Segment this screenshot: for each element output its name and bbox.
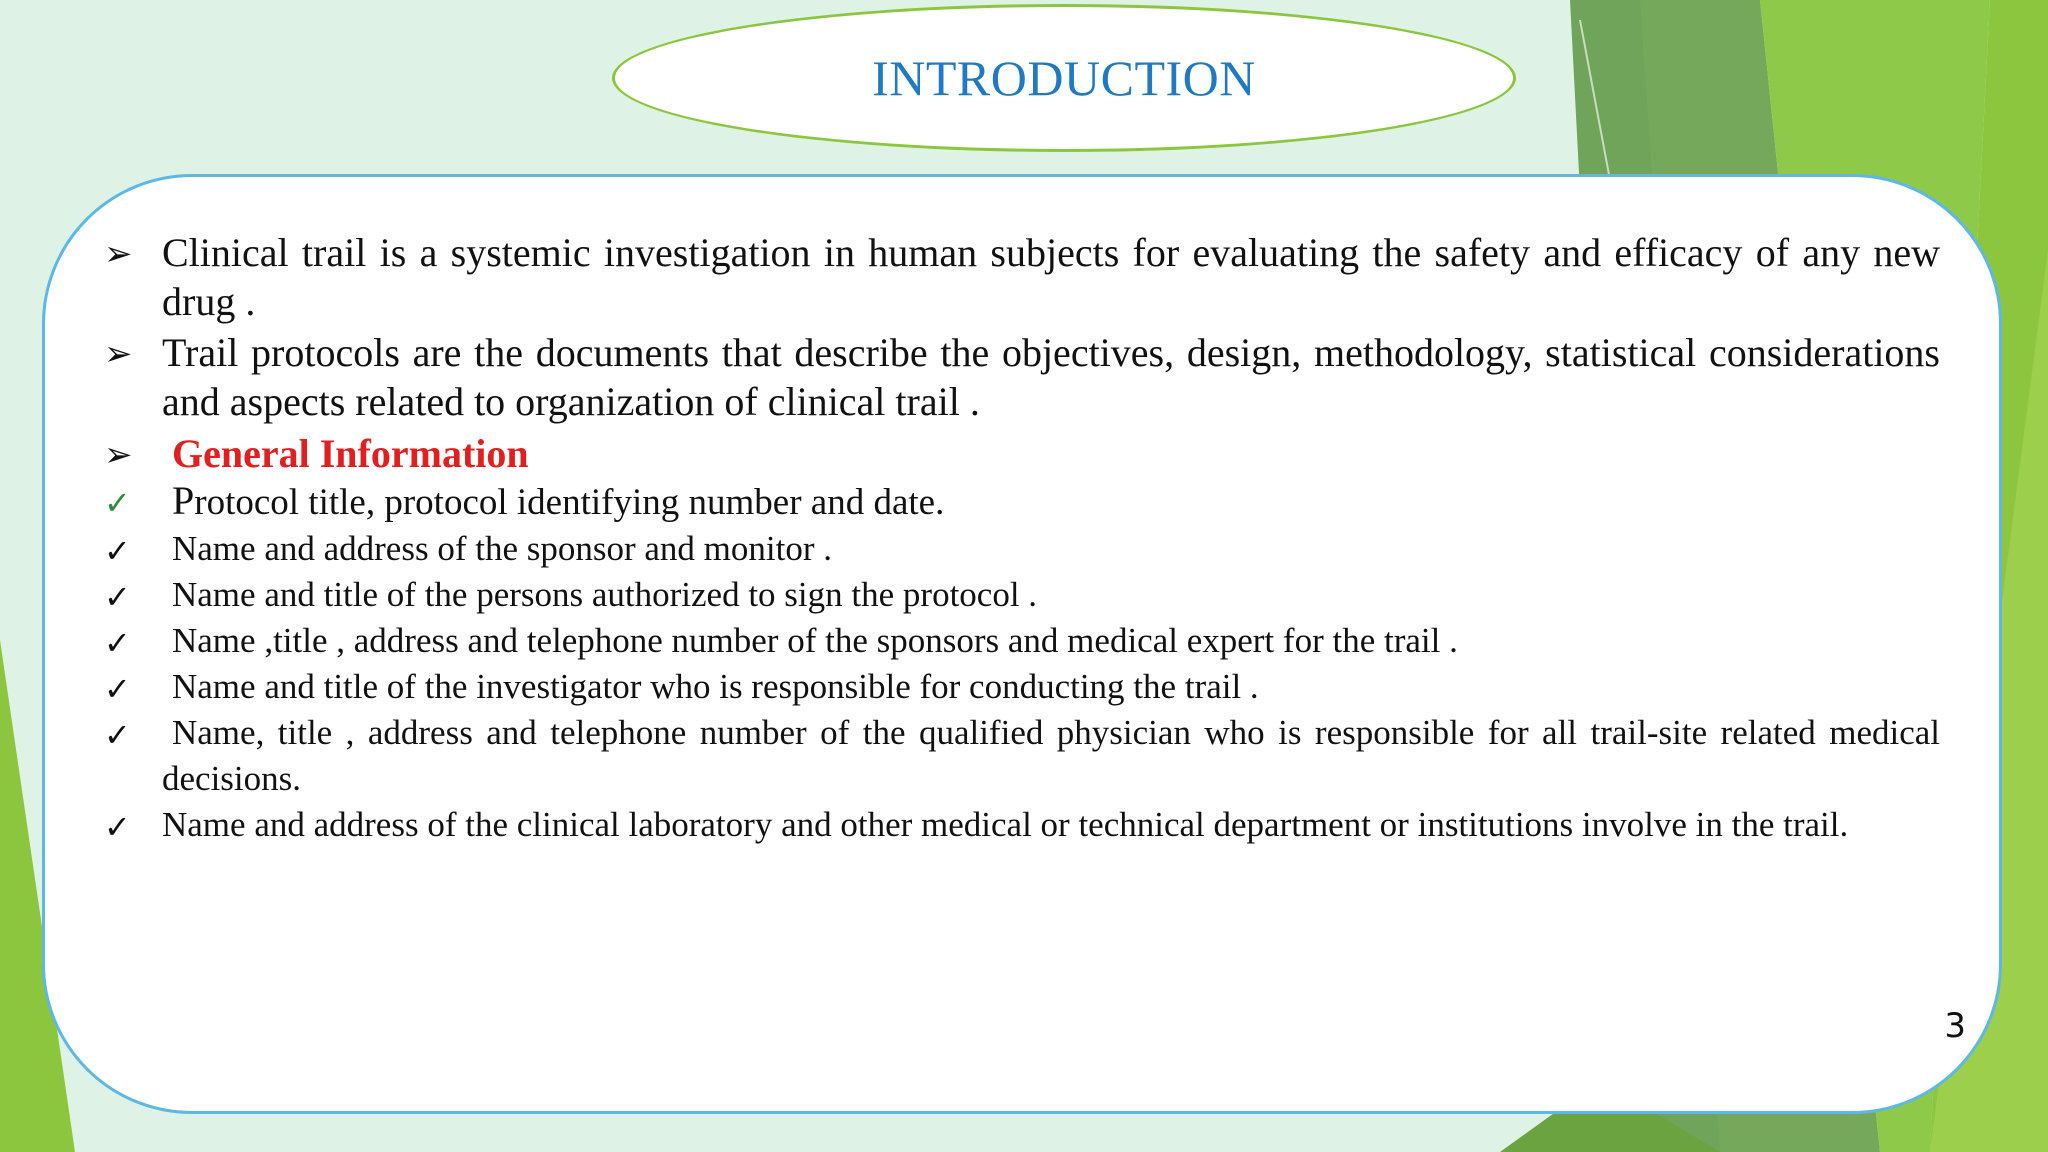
list-item-text: Protocol title, protocol identifying number and date. — [172, 478, 945, 523]
list-item — [104, 478, 1940, 526]
list-item — [104, 572, 1940, 618]
list-item-text: Name and title of the persons authorized to sign the protocol . — [172, 575, 1038, 614]
list-item-text: Clinical trail is a systemic investigation in human subjects for evaluating the safety and efficacy of any new drug . — [162, 230, 1940, 324]
check-icon: ✓ — [104, 532, 131, 570]
list-item — [104, 228, 1940, 326]
list-item-text: Name and address of the sponsor and monitor . — [172, 529, 832, 568]
list-item — [104, 429, 1940, 478]
page-title: INTRODUCTION — [872, 50, 1256, 106]
check-icon: ✓ — [104, 670, 131, 708]
check-icon: ✓ — [104, 808, 131, 846]
list-item — [104, 710, 1940, 802]
list-item-text: Name and address of the clinical laboratory and other medical or technical department or institutions involve in the trail. — [162, 805, 1849, 844]
section-heading: General Information — [172, 431, 529, 476]
arrow-icon: ➢ — [104, 334, 133, 374]
list-item — [104, 802, 1940, 848]
list-item — [104, 618, 1940, 664]
list-item-text: Name, title , address and telephone number of the qualified physician who is responsible for all trail-site related medical decisions. — [162, 713, 1940, 798]
check-icon: ✓ — [104, 624, 131, 662]
arrow-icon: ➢ — [104, 435, 133, 475]
bullet-list — [104, 228, 1940, 848]
title-oval — [612, 4, 1516, 152]
page-number: 3 — [1944, 1006, 1966, 1046]
list-item-text: Name and title of the investigator who is responsible for conducting the trail . — [172, 667, 1259, 706]
arrow-icon: ➢ — [104, 234, 133, 274]
list-item — [104, 328, 1940, 426]
check-icon: ✓ — [104, 578, 131, 616]
list-item — [104, 664, 1940, 710]
list-item — [104, 526, 1940, 572]
check-icon: ✓ — [104, 484, 131, 522]
list-item-text: Name ,title , address and telephone number of the sponsors and medical expert for the trail . — [172, 621, 1458, 660]
list-item-text: Trail protocols are the documents that describe the objectives, design, methodology, statistical considerations and aspects related to organization of clinical trail . — [162, 330, 1940, 424]
check-icon: ✓ — [104, 716, 131, 754]
